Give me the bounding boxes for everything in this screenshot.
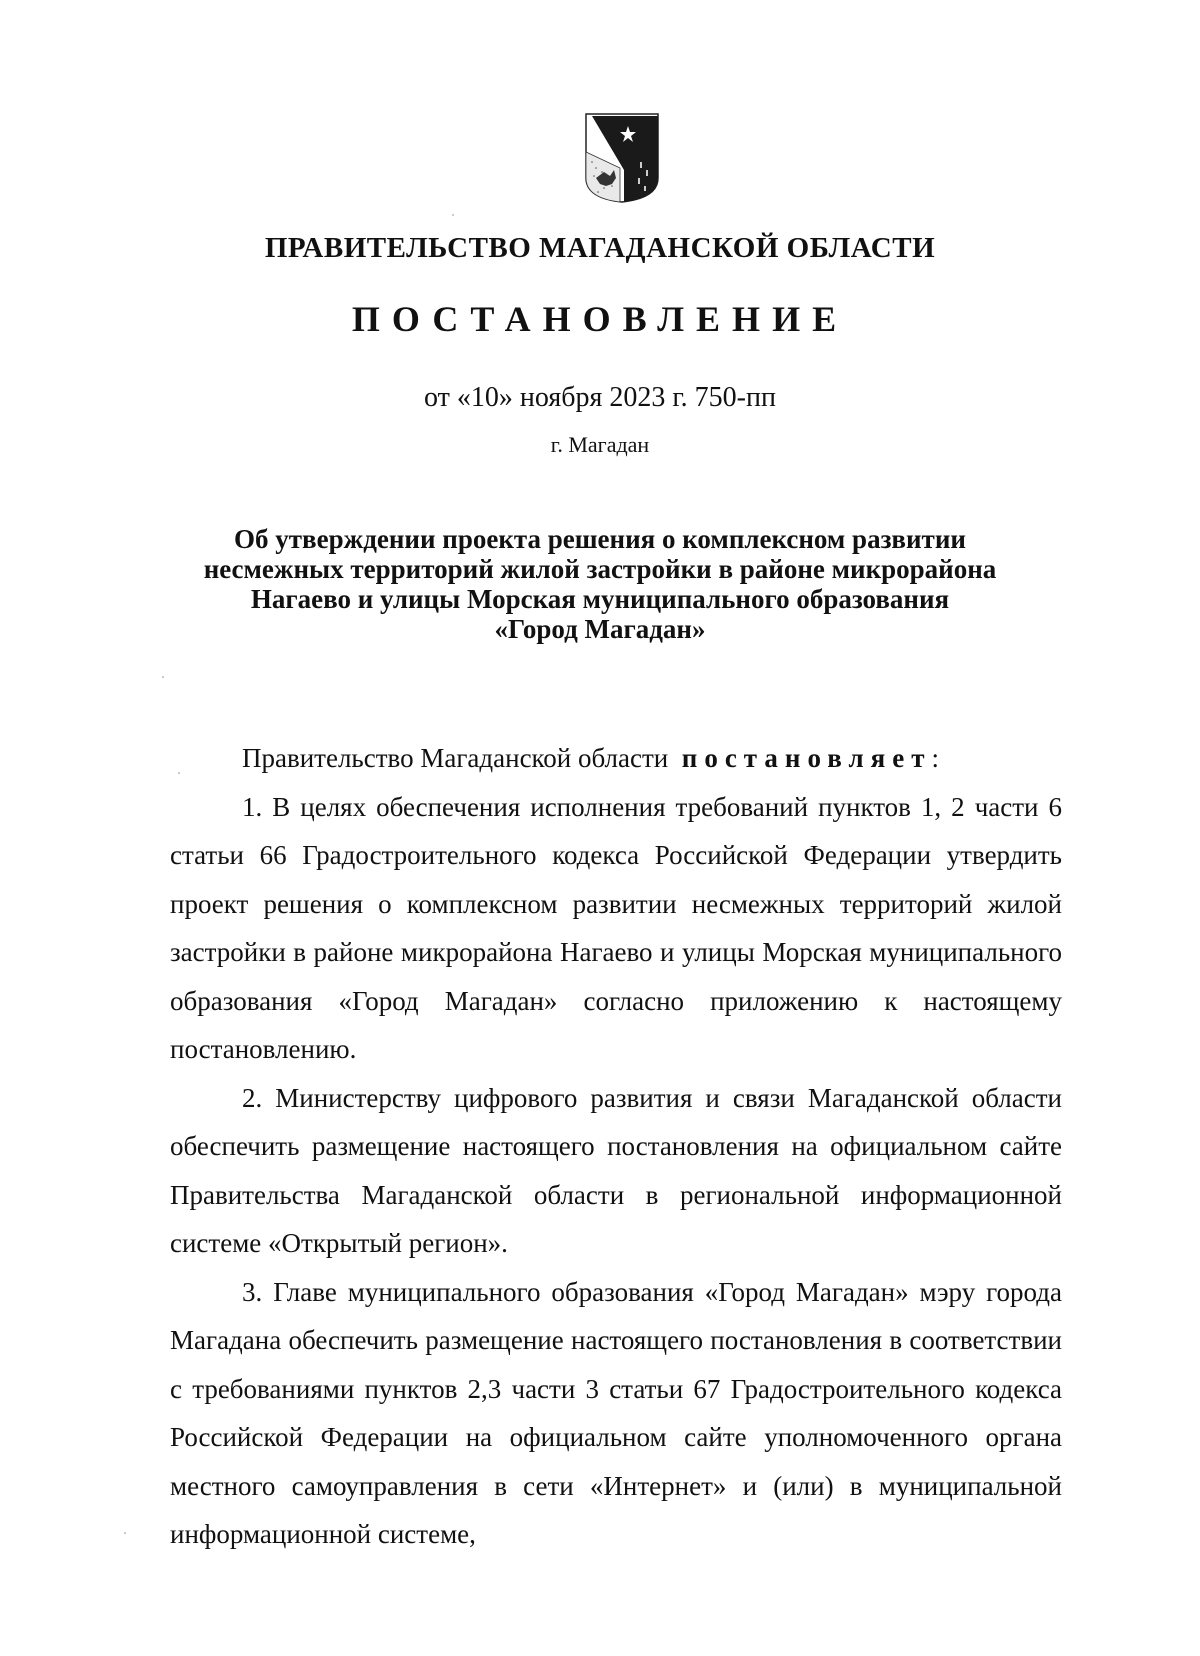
body-paragraph-3: 3. Главе муниципального образования «Город Магадан» мэру города Магадана обеспечить размещение настоящего постановления в соответствии с требованиями пунктов 2,3 части 3 статьи 67 Градостроительного кодекса Российской Федерации на официальном сайте уполномоченного органа местного самоуправления в сети «Интернет» и (или) в муниципальной информационной системе,	[170, 1276, 1062, 1549]
scan-speck	[452, 214, 454, 216]
coat-of-arms-icon	[584, 112, 660, 204]
document-type: ПОСТАНОВЛЕНИЕ	[351, 299, 849, 339]
organization-title: ПРАВИТЕЛЬСТВО МАГАДАНСКОЙ ОБЛАСТИ	[264, 232, 936, 264]
intro-suffix: :	[931, 743, 940, 773]
body-paragraph-1: 1. В целях обеспечения исполнения требований пунктов 1, 2 части 6 статьи 66 Градостроительного кодекса Российской Федерации утвердить проект решения о комплексном развитии несмежных территорий жилой застройки в районе микрорайона Нагаево и улицы Морская муниципального образования «Город Магадан» согласно приложению к настоящему постановлению.	[170, 791, 1062, 1064]
subject-line: несмежных территорий жилой застройки в районе микрорайона	[203, 554, 997, 584]
scan-speck	[124, 1532, 126, 1534]
document-body	[170, 734, 1062, 1559]
subject-line: Нагаево и улицы Морская муниципального образования	[250, 584, 950, 614]
subject-line: «Город Магадан»	[494, 614, 706, 644]
scan-speck	[178, 772, 180, 774]
intro-paragraph	[170, 734, 1062, 783]
scan-speck	[162, 676, 164, 678]
body-paragraph-2: 2. Министерству цифрового развития и связи Магаданской области обеспечить размещение настоящего постановления на официальном сайте Правительства Магаданской области в региональной информационной системе «Открытый регион».	[170, 1082, 1062, 1258]
intro-prefix: Правительство Магаданской области	[242, 743, 669, 773]
document-date-number: от «10» ноября 2023 г. 750-пп	[424, 382, 776, 413]
subject-line: Об утверждении проекта решения о комплексном развитии	[234, 524, 966, 554]
intro-keyword: постановляет	[681, 743, 932, 773]
document-city: г. Магадан	[550, 432, 650, 457]
document-subject	[160, 524, 1040, 644]
